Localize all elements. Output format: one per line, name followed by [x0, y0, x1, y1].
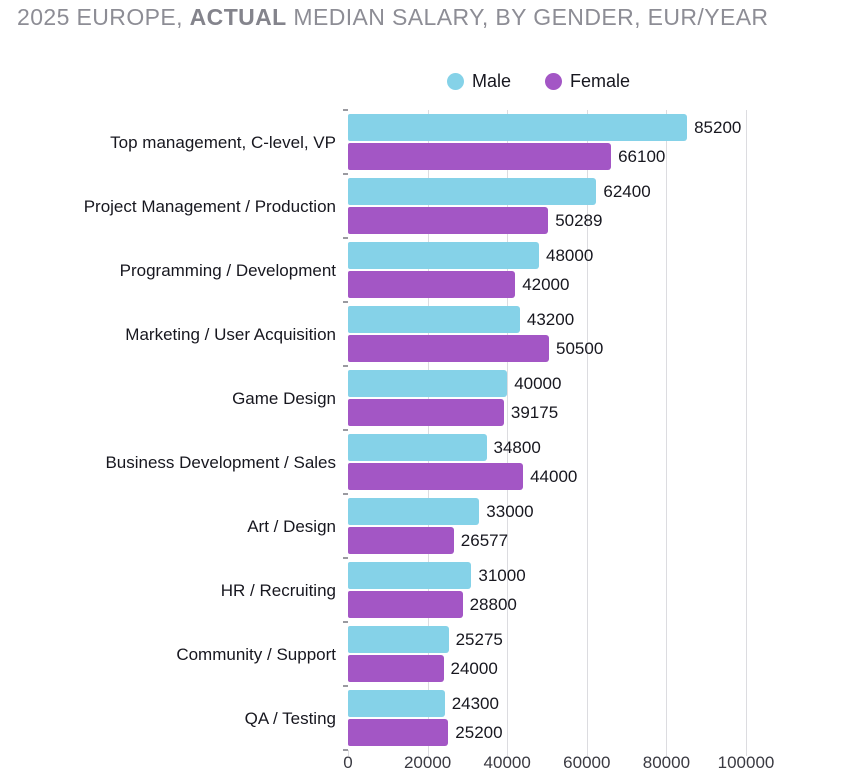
x-axis-label: 80000	[642, 753, 691, 772]
category-label: QA / Testing	[244, 709, 336, 728]
bar-female	[348, 655, 444, 682]
gridline	[746, 110, 747, 756]
value-label: 43200	[526, 310, 575, 329]
value-label: 26577	[460, 531, 509, 550]
bar-female	[348, 143, 611, 170]
value-label: 34800	[493, 438, 541, 457]
bar-male	[348, 562, 471, 589]
title-prefix: 2025 EUROPE,	[17, 4, 190, 30]
x-axis-label: 40000	[483, 753, 531, 772]
bar-male	[348, 370, 507, 397]
category-label: Business Development / Sales	[105, 453, 336, 472]
category-label: Community / Support	[176, 645, 336, 664]
category-tick	[343, 749, 348, 751]
category-tick	[343, 429, 348, 431]
bar-female	[348, 527, 454, 554]
value-label: 24300	[451, 694, 499, 713]
value-label: 40000	[514, 374, 562, 393]
legend-item-female	[545, 71, 630, 92]
bar-female	[348, 399, 504, 426]
value-label: 39175	[510, 403, 559, 422]
category-label: Programming / Development	[119, 261, 336, 280]
bar-male	[348, 306, 520, 333]
bar-female	[348, 719, 448, 746]
value-label: 66100	[618, 147, 666, 166]
category-tick	[343, 557, 348, 559]
category-tick	[343, 493, 348, 495]
value-label: 48000	[546, 246, 594, 265]
value-label: 33000	[486, 502, 534, 521]
bar-female	[348, 463, 523, 490]
value-label: 62400	[603, 182, 651, 201]
x-axis-label: 0	[343, 753, 353, 772]
x-axis-label: 20000	[403, 753, 452, 772]
value-label: 28800	[469, 595, 517, 614]
x-axis-label: 60000	[563, 753, 611, 772]
category-tick	[343, 173, 348, 175]
legend-item-male	[447, 71, 511, 92]
plot-area	[348, 110, 851, 750]
bar-female	[348, 591, 463, 618]
male-swatch-icon	[447, 73, 464, 90]
category-label: Top management, C-level, VP	[110, 133, 336, 152]
bar-male	[348, 114, 687, 141]
x-axis-label: 100000	[717, 753, 775, 772]
legend-label-female: Female	[570, 71, 631, 91]
category-tick	[343, 109, 348, 111]
category-tick	[343, 621, 348, 623]
bar-male	[348, 178, 596, 205]
value-label: 42000	[522, 275, 570, 294]
bar-male	[348, 242, 539, 269]
category-tick	[343, 685, 348, 687]
category-label: Project Management / Production	[83, 197, 336, 216]
value-label: 85200	[694, 118, 742, 137]
value-label: 25275	[455, 630, 503, 649]
value-label: 24000	[450, 659, 498, 678]
bar-male	[348, 626, 449, 653]
value-label: 44000	[530, 467, 578, 486]
value-label: 50500	[556, 339, 604, 358]
legend	[447, 71, 630, 92]
bar-male	[348, 498, 479, 525]
bar-female	[348, 271, 515, 298]
legend-label-male: Male	[472, 71, 512, 91]
gridline	[666, 110, 667, 756]
category-tick	[343, 237, 348, 239]
bar-female	[348, 335, 549, 362]
value-label: 31000	[478, 566, 526, 585]
category-label: HR / Recruiting	[220, 581, 336, 600]
bar-male	[348, 434, 487, 461]
category-label: Marketing / User Acquisition	[125, 325, 336, 344]
title-bold-word: ACTUAL	[189, 4, 287, 30]
title-suffix: MEDIAN SALARY, BY GENDER, EUR/YEAR	[286, 4, 769, 30]
bar-male	[348, 690, 445, 717]
value-label: 25200	[455, 723, 503, 742]
category-tick	[343, 301, 348, 303]
category-tick	[343, 365, 348, 367]
bar-female	[348, 207, 548, 234]
chart-title	[17, 4, 768, 31]
value-label: 50289	[555, 211, 603, 230]
female-swatch-icon	[545, 73, 562, 90]
category-label: Game Design	[232, 389, 336, 408]
category-label: Art / Design	[247, 517, 336, 536]
